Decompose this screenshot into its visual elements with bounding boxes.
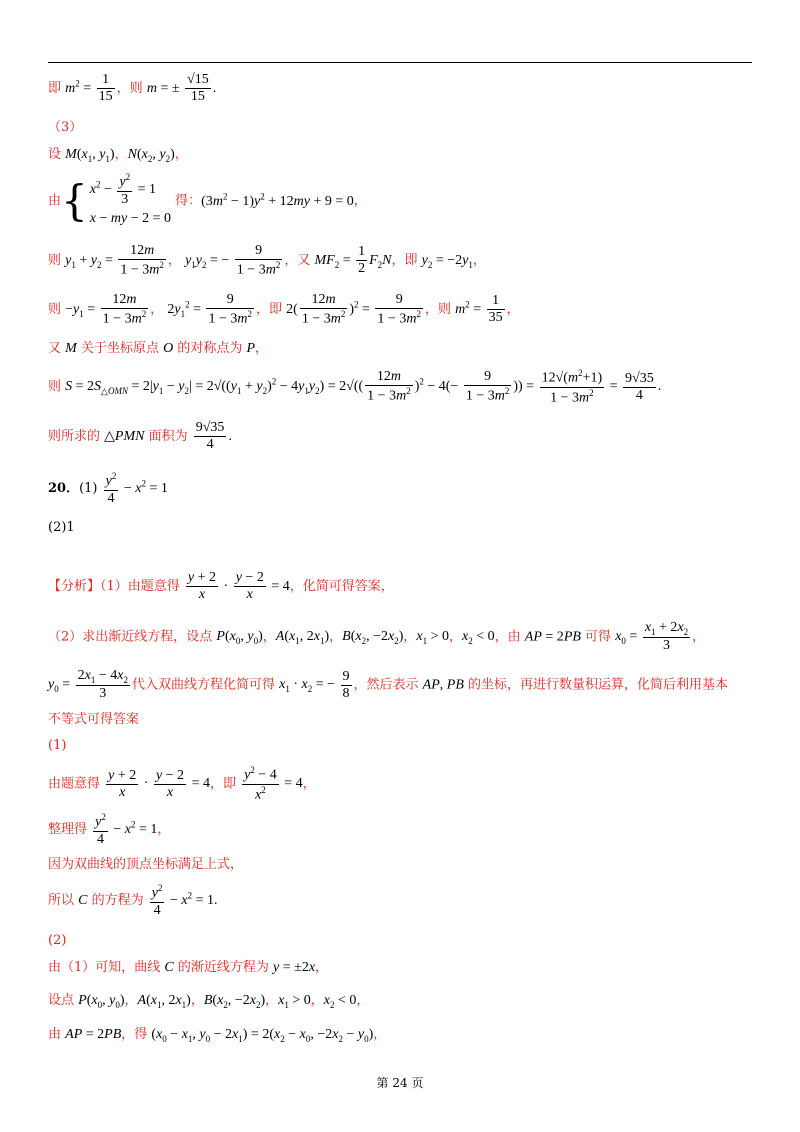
text-line-3: 设 $M(x_1$, $y_1$)，$N(x_2$, $y_2$)， [48, 147, 188, 164]
answer-20-2: (2)1 [48, 520, 75, 535]
header-rule [48, 62, 752, 63]
part-1-heading: (1) [48, 738, 67, 753]
analysis-line-2: （2）求出渐近线方程，设点 $P(x_0$, $y_0$)，$A(x_1$, $2x_1$)，$B(x_2$, $-2x_2$)，$x_1 > 0$，$x_2 < 0$，由 AP = 2PB 可得 $x_0$ = $\frac{x_1 + 2x_2}{3}$ ， [48, 620, 706, 654]
text-line-1: 即 $m^2$ = $\frac{1}{15}$ ，则 m = ± $\frac{√15}{15}$ . [48, 72, 217, 105]
solution-line-7: 由 AP = 2PB，得 ($x_0 - x_1$, $y_0 - 2x_1) = 2(x_2 - x_0$, $-2x_2 - y_0$)， [48, 1027, 387, 1044]
part-2-heading: (2) [48, 933, 67, 948]
solution-line-1: 由题意得 $\frac{y + 2}{x}$ · $\frac{y - 2}{x}$ = 4，即 $\frac{y^2 - 4}{x^2}$ = 4， [48, 765, 316, 803]
text-line-9: 则所求的 △PMN 面积为 $\frac{9√35}{4}$ . [48, 420, 232, 453]
solution-line-6: 设点 $P(x_0$, $y_0$)，$A(x_1$, $2x_1$)，$B(x_2$, $-2x_2$)，$x_1 > 0$，$x_2 < 0$， [48, 993, 370, 1010]
text-line-8: 则 $S = 2S_{\triangle OMN} = 2|y_1 - y_2| = 2√((y_1 + y_2)^2 - 4y_1y_2) = 2√$(( $\frac{12m}{1 - 3m^2}$ )$^2$ − 4(− $\frac{9}{1 - 3m^2}$ )) = $\frac{12√(m^2+1)}{1 - 3m^2}$ = $\frac{9√35}{4}$ . [48, 368, 662, 406]
solution-line-5: 由（1）可知，曲线 C 的渐近线方程为 y = ±2x， [48, 960, 329, 975]
text-line-2: （3） [48, 120, 83, 135]
text-line-6: 则 $-y_1$ = $\frac{12m}{1 - 3m^2}$ ， $2y_1^2$ = $\frac{9}{1 - 3m^2}$ ，即 2( $\frac{12m}{1 - 3m^2}$ )$^2$ = $\frac{9}{1 - 3m^2}$ ，则 $m^2$ = $\frac{1}{35}$ ， [48, 292, 520, 327]
text-line-4: 由{ $x^2$ − $\frac{y^2}{3}$ = 1 x − my − 2 = 0 得：$(3m^2 - 1)y^2 + 12my + 9 = 0$， [48, 172, 367, 226]
analysis-line-4: 不等式可得答案 [48, 712, 140, 727]
page-number: 第 24 页 [376, 1076, 424, 1090]
solution-line-4: 所以 C 的方程为 $\frac{y^2}{4}$ − $x^2 = 1$. [48, 883, 218, 918]
solution-line-3: 因为双曲线的顶点坐标满足上式， [48, 857, 244, 872]
analysis-line-3: $y_0$ = $\frac{2x_1 - 4x_2}{3}$ 代入双曲线方程化简可得 $x_1 \cdot x_2$ = − $\frac{9}{8}$ ，然后表示 AP, PB 的坐标，再进行数量积运算，化简后利用基本 [48, 668, 729, 702]
analysis-line-1: 【分析】（1）由题意得 $\frac{y + 2}{x}$ · $\frac{y - 2}{x}$ = 4，化简可得答案， [48, 570, 394, 603]
text-line-5: 则 $y_1 + y_2$ = $\frac{12m}{1 - 3m^2}$ ， $y_1y_2$ = − $\frac{9}{1 - 3m^2}$ ，又 $MF_2$ = $\frac{1}{2}$ $F_2N$，即 $y_2 = -2y_1$， [48, 243, 486, 278]
text-line-7: 又 M 关于坐标原点 O 的对称点为 P， [48, 341, 269, 356]
solution-line-2: 整理得 $\frac{y^2}{4}$ − $x^2 = 1$， [48, 812, 171, 847]
answer-20-1: 20．(1) $\frac{y^2}{4}$ − $x^2 = 1$ [48, 471, 168, 506]
